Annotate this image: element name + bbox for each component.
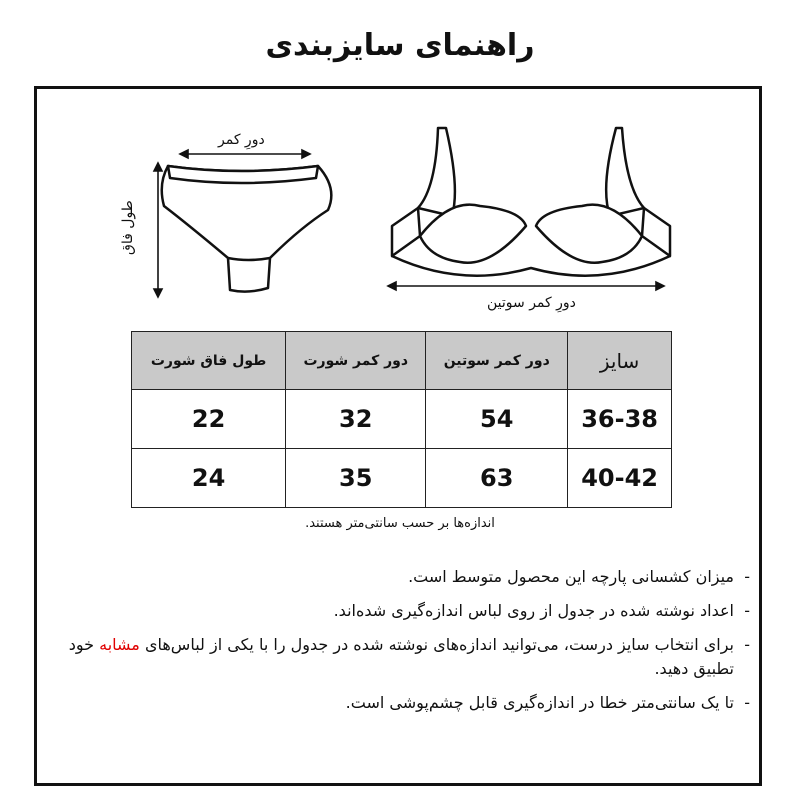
list-item-text-end: خود تطبیق دهید. xyxy=(68,635,734,678)
list-item xyxy=(60,633,750,681)
table-header-row xyxy=(132,332,672,390)
units-note: اندازه‌ها بر حسب سانتی‌متر هستند. xyxy=(305,516,495,531)
panty-waist-label: دورِ کمر xyxy=(218,132,265,148)
list-item-text: تا یک سانتی‌متر خطا در اندازه‌گیری قابل چشم‌پوشی است. xyxy=(345,693,734,712)
panty-drawing xyxy=(162,166,332,292)
panty-length-arrow xyxy=(154,163,162,297)
bullet-dash: - xyxy=(744,693,750,712)
cell-bra-band: 63 xyxy=(426,449,568,508)
cell-size: 40-42 xyxy=(568,449,672,508)
highlight-word: مشابه xyxy=(99,635,140,654)
list-item-text: برای انتخاب سایز درست، می‌توانید اندازه‌های نوشته شده در جدول را با یکی از لباس‌های xyxy=(144,635,734,654)
bra-band-arrow xyxy=(388,282,664,290)
bullet-dash: - xyxy=(744,567,750,586)
page-title: راهنمای سایزبندی xyxy=(265,28,535,63)
header-size: سایز xyxy=(568,332,672,390)
bra-drawing xyxy=(392,128,670,276)
bullet-dash: - xyxy=(744,601,750,620)
cell-panty-length: 24 xyxy=(132,449,286,508)
cell-size: 36-38 xyxy=(568,390,672,449)
panty-waist-arrow xyxy=(180,150,310,158)
size-table xyxy=(131,331,672,508)
garment-illustration xyxy=(130,118,690,318)
cell-panty-length: 22 xyxy=(132,390,286,449)
header-bra-band: دور کمر سوتین xyxy=(426,332,568,390)
cell-bra-band: 54 xyxy=(426,390,568,449)
table-row xyxy=(132,390,672,449)
table-row xyxy=(132,449,672,508)
notes-list xyxy=(60,565,750,725)
header-panty-waist: دور کمر شورت xyxy=(286,332,426,390)
cell-panty-waist: 35 xyxy=(286,449,426,508)
bra-band-label: دورِ کمر سوتین xyxy=(487,295,576,311)
bullet-dash: - xyxy=(744,635,750,654)
list-item xyxy=(60,691,750,715)
list-item-text: اعداد نوشته شده در جدول از روی لباس اندازه‌گیری شده‌اند. xyxy=(333,601,734,620)
panty-length-label: طول فاق xyxy=(120,200,136,255)
list-item-text: میزان کشسانی پارچه این محصول متوسط است. xyxy=(408,567,734,586)
cell-panty-waist: 32 xyxy=(286,390,426,449)
list-item xyxy=(60,599,750,623)
list-item xyxy=(60,565,750,589)
header-panty-length: طول فاق شورت xyxy=(132,332,286,390)
